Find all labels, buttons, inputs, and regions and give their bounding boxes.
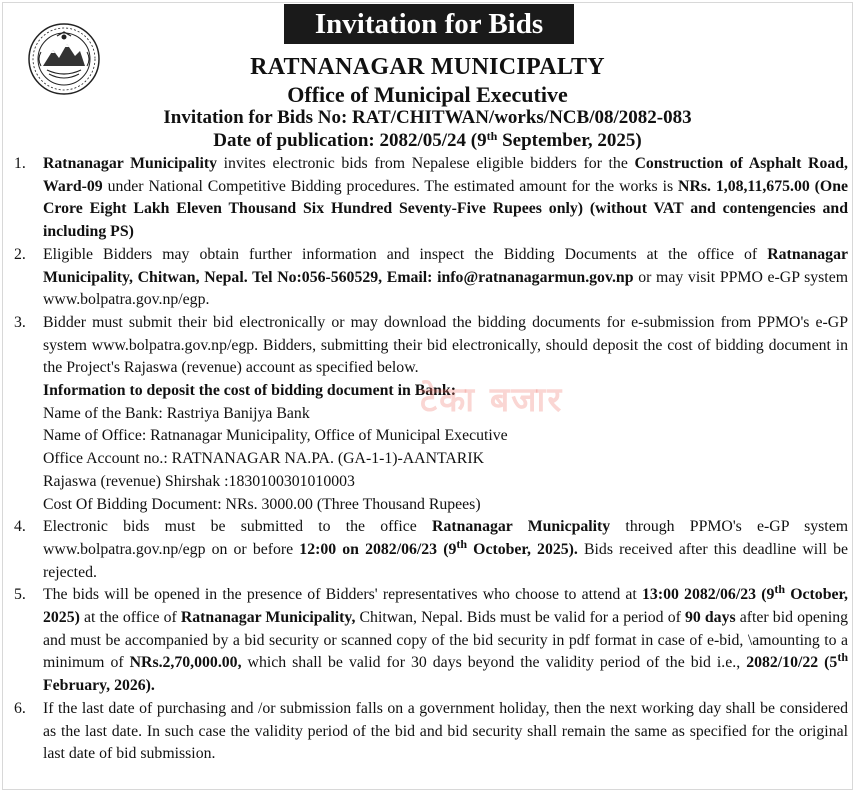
banner-title: Invitation for Bids [284,4,574,44]
item-text-bold: Ratnanagar Municipality, [180,609,356,627]
item-text-bold: NRs. 1,08,11,675.00 (One Crore Eight Lakh Eleven Thousand Six Hundred Seventy-Five Rupees only) (without VAT and contengencies and including PS) [43,177,848,241]
account-number: Office Account no.: RATNANAGAR NA.PA. (GA-1-1)-AANTARIK [43,450,485,468]
item-text-bold: NRs.2,70,000.00, [129,654,242,672]
item-number: 1. [14,155,26,172]
item-text: under National Competitive Bidding procedures. The estimated amount for the works is [102,177,679,195]
notice-item-2 [6,244,848,312]
item-text: Eligible Bidders may obtain further information and inspect the Bidding Documents at the office of [43,245,768,263]
item-text: which shall be valid for 30 days beyond the validity period of the bid i.e., [241,654,747,672]
publication-date [0,129,855,153]
item-text-bold: October, 2025) [43,586,848,627]
item-number: 3. [14,313,26,331]
rajaswa-shirshak: Rajaswa (revenue) Shirshak :1830100301010003 [43,472,355,490]
item-number: 5. [14,586,26,604]
item-text-bold: February, 2026). [43,677,155,695]
item-text-bold: Ratnanagar Municipality [43,155,218,172]
item-text-bold: 2082/10/22 (5 [746,654,838,672]
item-sup: th [456,536,468,551]
notice-items [6,153,848,766]
item-text: invites electronic bids from Nepalese eligible bidders for the [217,155,635,172]
item-text: The bids will be opened in the presence of Bidders' representatives who choose to attend at [43,586,643,604]
item-text-bold: Construction of Asphalt Road, Ward-09 [43,155,848,195]
item-text-bold: Ratnanagar Municipality, Chitwan, Nepal. Tel No:056-560529, Email: info@ratnanagarmun.gov.np [43,245,848,286]
bank-name: Name of the Bank: Rastriya Banijya Bank [43,404,310,422]
office-name: Office of Municipal Executive [287,82,568,107]
bank-info-heading-text: Information to deposit the cost of bidding document in Bank: [43,382,456,400]
item-text: Chitwan, Nepal. Bids must be valid for a period of [355,609,685,627]
item-text: after bid opening and must be accompanied by a bid security or scanned copy of the bid security in pdf format in case of e-bid, \amounting to a minimum of [43,609,849,672]
notice-item-4 [6,516,848,584]
item-text-bold: 12:00 on 2082/06/23 (9 [299,540,457,558]
bid-number: Invitation for Bids No: RAT/CHITWAN/works/NCB/08/2082-083 [163,107,692,128]
watermark: टेका बजार [420,380,564,420]
item-text: Electronic bids must be submitted to the office [43,518,433,536]
item-text: or may visit PPMO e-GP system www.bolpatra.gov.np/egp. [43,268,848,309]
notice-item-3 [6,312,848,516]
item-number: 2. [14,245,26,263]
item-text-bold: 13:00 2082/06/23 (9 [642,586,775,604]
item-number: 4. [14,518,26,536]
item-number: 6. [14,699,26,717]
item-text-bold: 90 days [684,609,736,627]
item-text: at the office of [79,609,181,627]
pub-date-prefix: Date of publication: 2082/05/24 (9 [213,130,487,151]
pub-date-suffix: September, 2025) [497,130,642,151]
office-name-line: Name of Office: Ratnanagar Municipality, Office of Municipal Executive [43,427,508,445]
notice-item-5 [6,584,848,698]
item-sup: th [774,582,786,597]
item-text: Bidder must submit their bid electronically or may download the bidding documents for e-submission from PPMO's e-GP system www.bolpatra.gov.np/egp. Bidders, submitting their bid electronically, should deposit the cost of bidding document in the Project's Rajaswa (revenue) account as specified below. [43,313,848,377]
organization-name: RATNANAGAR MUNICIPALTY [250,54,605,80]
bank-info-heading [43,380,848,403]
notice-item-1 [6,153,848,244]
item-sup: th [837,650,848,665]
bidding-document-cost: Cost Of Bidding Document: NRs. 3000.00 (Three Thousand Rupees) [43,495,481,513]
notice-item-6 [6,698,848,766]
item-text: through PPMO's e-GP system www.bolpatra.gov.np/egp on or before [43,518,848,558]
item-text-bold: October, 2025). [467,540,578,558]
pub-date-sup: th [486,129,498,143]
item-text-bold: Ratnanagar Municpality [432,518,611,536]
item-text: If the last date of purchasing and /or submission falls on a government holiday, then the next working day shall be considered as the last date. In such case the validity period of the bid and bid security shall remain the same as specified for the original last date of bid submission. [43,699,848,763]
item-text: Bids received after this deadline will be rejected. [43,540,849,581]
